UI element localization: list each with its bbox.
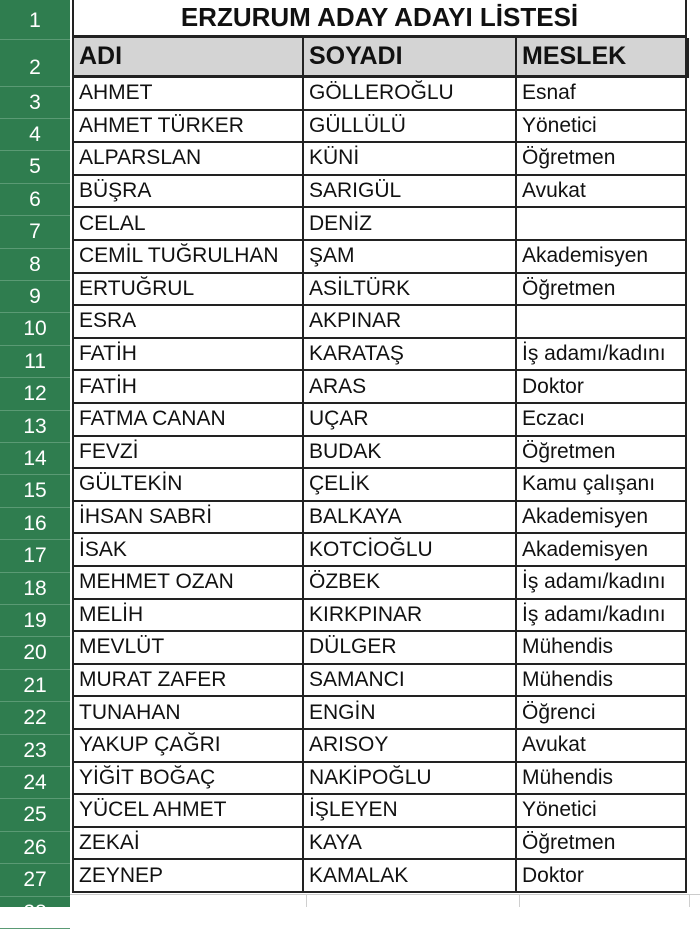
table-row — [70, 339, 700, 371]
cell-adi[interactable]: MEVLÜT — [72, 632, 304, 665]
cell-meslek[interactable]: Akademisyen — [517, 534, 687, 567]
cell-adi[interactable]: CELAL — [72, 208, 304, 241]
row-number[interactable]: 4 — [0, 119, 70, 151]
table-row — [70, 860, 700, 892]
empty-row-28[interactable] — [70, 894, 700, 908]
cell-soyadi[interactable]: AKPINAR — [304, 306, 517, 339]
table-row — [70, 143, 700, 175]
row-number[interactable]: 28 — [0, 897, 70, 929]
cell-soyadi[interactable]: KÜNİ — [304, 143, 517, 176]
cell-soyadi[interactable]: ASİLTÜRK — [304, 274, 517, 307]
cell-adi[interactable]: YİĞİT BOĞAÇ — [72, 763, 304, 796]
row-number[interactable]: 19 — [0, 605, 70, 637]
row-number[interactable]: 21 — [0, 670, 70, 702]
header-meslek[interactable]: MESLEK — [517, 38, 687, 78]
cell-adi[interactable]: FATİH — [72, 339, 304, 372]
cell-adi[interactable]: ZEKAİ — [72, 828, 304, 861]
header-right-border — [687, 38, 689, 78]
row-number[interactable]: 11 — [0, 346, 70, 378]
cell-meslek[interactable]: Kamu çalışanı — [517, 469, 687, 502]
cell-soyadi[interactable]: ENGİN — [304, 697, 517, 730]
cell-adi[interactable]: ERTUĞRUL — [72, 274, 304, 307]
gridline — [306, 894, 307, 907]
header-soyadi[interactable]: SOYADI — [304, 38, 517, 78]
row-number[interactable]: 18 — [0, 573, 70, 605]
cell-meslek[interactable]: Öğretmen — [517, 437, 687, 470]
row-number[interactable]: 10 — [0, 314, 70, 346]
cell-adi[interactable]: CEMİL TUĞRULHAN — [72, 241, 304, 274]
row-number[interactable]: 15 — [0, 476, 70, 508]
row-number[interactable]: 12 — [0, 379, 70, 411]
cell-meslek[interactable] — [517, 306, 687, 339]
cell-meslek[interactable]: Doktor — [517, 371, 687, 404]
table-row — [70, 632, 700, 664]
row-number[interactable]: 17 — [0, 541, 70, 573]
table-row — [70, 795, 700, 827]
cell-soyadi[interactable]: GÜLLÜLÜ — [304, 111, 517, 144]
cell-soyadi[interactable]: GÖLLEROĞLU — [304, 78, 517, 111]
gridline — [689, 894, 690, 907]
row-number[interactable]: 24 — [0, 767, 70, 799]
cell-soyadi[interactable]: SARIGÜL — [304, 176, 517, 209]
cell-adi[interactable]: MELİH — [72, 600, 304, 633]
row-number[interactable]: 20 — [0, 638, 70, 670]
cell-adi[interactable]: GÜLTEKİN — [72, 469, 304, 502]
cell-soyadi[interactable]: NAKİPOĞLU — [304, 763, 517, 796]
row-number[interactable]: 1 — [0, 2, 70, 40]
table-row — [70, 306, 700, 338]
cell-meslek[interactable]: Mühendis — [517, 763, 687, 796]
cell-soyadi[interactable]: ŞAM — [304, 241, 517, 274]
cell-adi[interactable]: MURAT ZAFER — [72, 665, 304, 698]
cell-soyadi[interactable]: ARAS — [304, 371, 517, 404]
row-number[interactable]: 3 — [0, 87, 70, 119]
row-number[interactable]: 7 — [0, 217, 70, 249]
table-row — [70, 241, 700, 273]
sheet-title[interactable]: ERZURUM ADAY ADAYI LİSTESİ — [72, 0, 687, 38]
cell-meslek[interactable]: Doktor — [517, 860, 687, 893]
gridline — [519, 894, 520, 907]
table-row — [70, 274, 700, 306]
cell-meslek[interactable]: İş adamı/kadını — [517, 600, 687, 633]
table-row — [70, 404, 700, 436]
cell-soyadi[interactable]: ARISOY — [304, 730, 517, 763]
table-row — [70, 763, 700, 795]
table-row — [70, 371, 700, 403]
row-number[interactable]: 23 — [0, 735, 70, 767]
cell-soyadi[interactable]: KARATAŞ — [304, 339, 517, 372]
table-row — [70, 502, 700, 534]
row-number[interactable]: 5 — [0, 152, 70, 184]
cell-meslek[interactable]: Yönetici — [517, 111, 687, 144]
table-row — [70, 437, 700, 469]
cell-meslek[interactable]: Öğretmen — [517, 828, 687, 861]
cell-meslek[interactable]: Eczacı — [517, 404, 687, 437]
row-number[interactable]: 9 — [0, 281, 70, 313]
cell-meslek[interactable] — [517, 208, 687, 241]
cell-soyadi[interactable]: KIRKPINAR — [304, 600, 517, 633]
table-row — [70, 176, 700, 208]
table-row — [70, 534, 700, 566]
cell-adi[interactable]: MEHMET OZAN — [72, 567, 304, 600]
spreadsheet-grid — [70, 0, 700, 907]
row-number[interactable]: 26 — [0, 832, 70, 864]
cell-adi[interactable]: BÜŞRA — [72, 176, 304, 209]
cell-adi[interactable]: TUNAHAN — [72, 697, 304, 730]
cell-adi[interactable]: İSAK — [72, 534, 304, 567]
cell-soyadi[interactable]: ÖZBEK — [304, 567, 517, 600]
row-number[interactable]: 2 — [0, 49, 70, 87]
cell-meslek[interactable]: Öğretmen — [517, 143, 687, 176]
table-row — [70, 78, 700, 110]
cell-soyadi[interactable]: BUDAK — [304, 437, 517, 470]
cell-meslek[interactable]: Öğretmen — [517, 274, 687, 307]
cell-soyadi[interactable]: ÇELİK — [304, 469, 517, 502]
cell-soyadi[interactable]: KAMALAK — [304, 860, 517, 893]
cell-soyadi[interactable]: BALKAYA — [304, 502, 517, 535]
cell-adi[interactable]: AHMET — [72, 78, 304, 111]
cell-meslek[interactable]: Avukat — [517, 730, 687, 763]
cell-adi[interactable]: ALPARSLAN — [72, 143, 304, 176]
cell-meslek[interactable]: Akademisyen — [517, 241, 687, 274]
cell-adi[interactable]: FATİH — [72, 371, 304, 404]
row-number[interactable]: 6 — [0, 184, 70, 216]
cell-soyadi[interactable]: KOTCİOĞLU — [304, 534, 517, 567]
row-number[interactable]: 22 — [0, 703, 70, 735]
row-number[interactable]: 13 — [0, 411, 70, 443]
cell-adi[interactable]: YAKUP ÇAĞRI — [72, 730, 304, 763]
row-number[interactable]: 27 — [0, 865, 70, 897]
cell-meslek[interactable]: Yönetici — [517, 795, 687, 828]
cell-adi[interactable]: ESRA — [72, 306, 304, 339]
table-row — [70, 600, 700, 632]
cell-soyadi[interactable]: İŞLEYEN — [304, 795, 517, 828]
cell-meslek[interactable]: Akademisyen — [517, 502, 687, 535]
cell-soyadi[interactable]: SAMANCI — [304, 665, 517, 698]
table-row — [70, 828, 700, 860]
cell-adi[interactable]: İHSAN SABRİ — [72, 502, 304, 535]
cell-soyadi[interactable]: DÜLGER — [304, 632, 517, 665]
table-row — [70, 469, 700, 501]
row-number[interactable]: 16 — [0, 508, 70, 540]
table-row — [70, 208, 700, 240]
cell-adi[interactable]: ZEYNEP — [72, 860, 304, 893]
row-number-gutter — [0, 0, 70, 924]
row-number[interactable]: 25 — [0, 800, 70, 832]
cell-meslek[interactable]: Mühendis — [517, 665, 687, 698]
cell-meslek[interactable]: İş adamı/kadını — [517, 567, 687, 600]
row-number[interactable]: 8 — [0, 249, 70, 281]
row-number[interactable]: 14 — [0, 443, 70, 475]
cell-adi[interactable]: YÜCEL AHMET — [72, 795, 304, 828]
header-row — [70, 38, 700, 70]
cell-adi[interactable]: AHMET TÜRKER — [72, 111, 304, 144]
cell-meslek[interactable]: Avukat — [517, 176, 687, 209]
cell-adi[interactable]: FEVZİ — [72, 437, 304, 470]
cell-meslek[interactable]: Esnaf — [517, 78, 687, 111]
cell-adi[interactable]: FATMA CANAN — [72, 404, 304, 437]
cell-meslek[interactable]: Öğrenci — [517, 697, 687, 730]
cell-soyadi[interactable]: DENİZ — [304, 208, 517, 241]
table-row — [70, 665, 700, 697]
cell-meslek[interactable]: İş adamı/kadını — [517, 339, 687, 372]
table-row — [70, 567, 700, 599]
cell-soyadi[interactable]: UÇAR — [304, 404, 517, 437]
table-row — [70, 111, 700, 143]
table-row — [70, 730, 700, 762]
header-adi[interactable]: ADI — [72, 38, 304, 78]
cell-soyadi[interactable]: KAYA — [304, 828, 517, 861]
table-row — [70, 697, 700, 729]
cell-meslek[interactable]: Mühendis — [517, 632, 687, 665]
